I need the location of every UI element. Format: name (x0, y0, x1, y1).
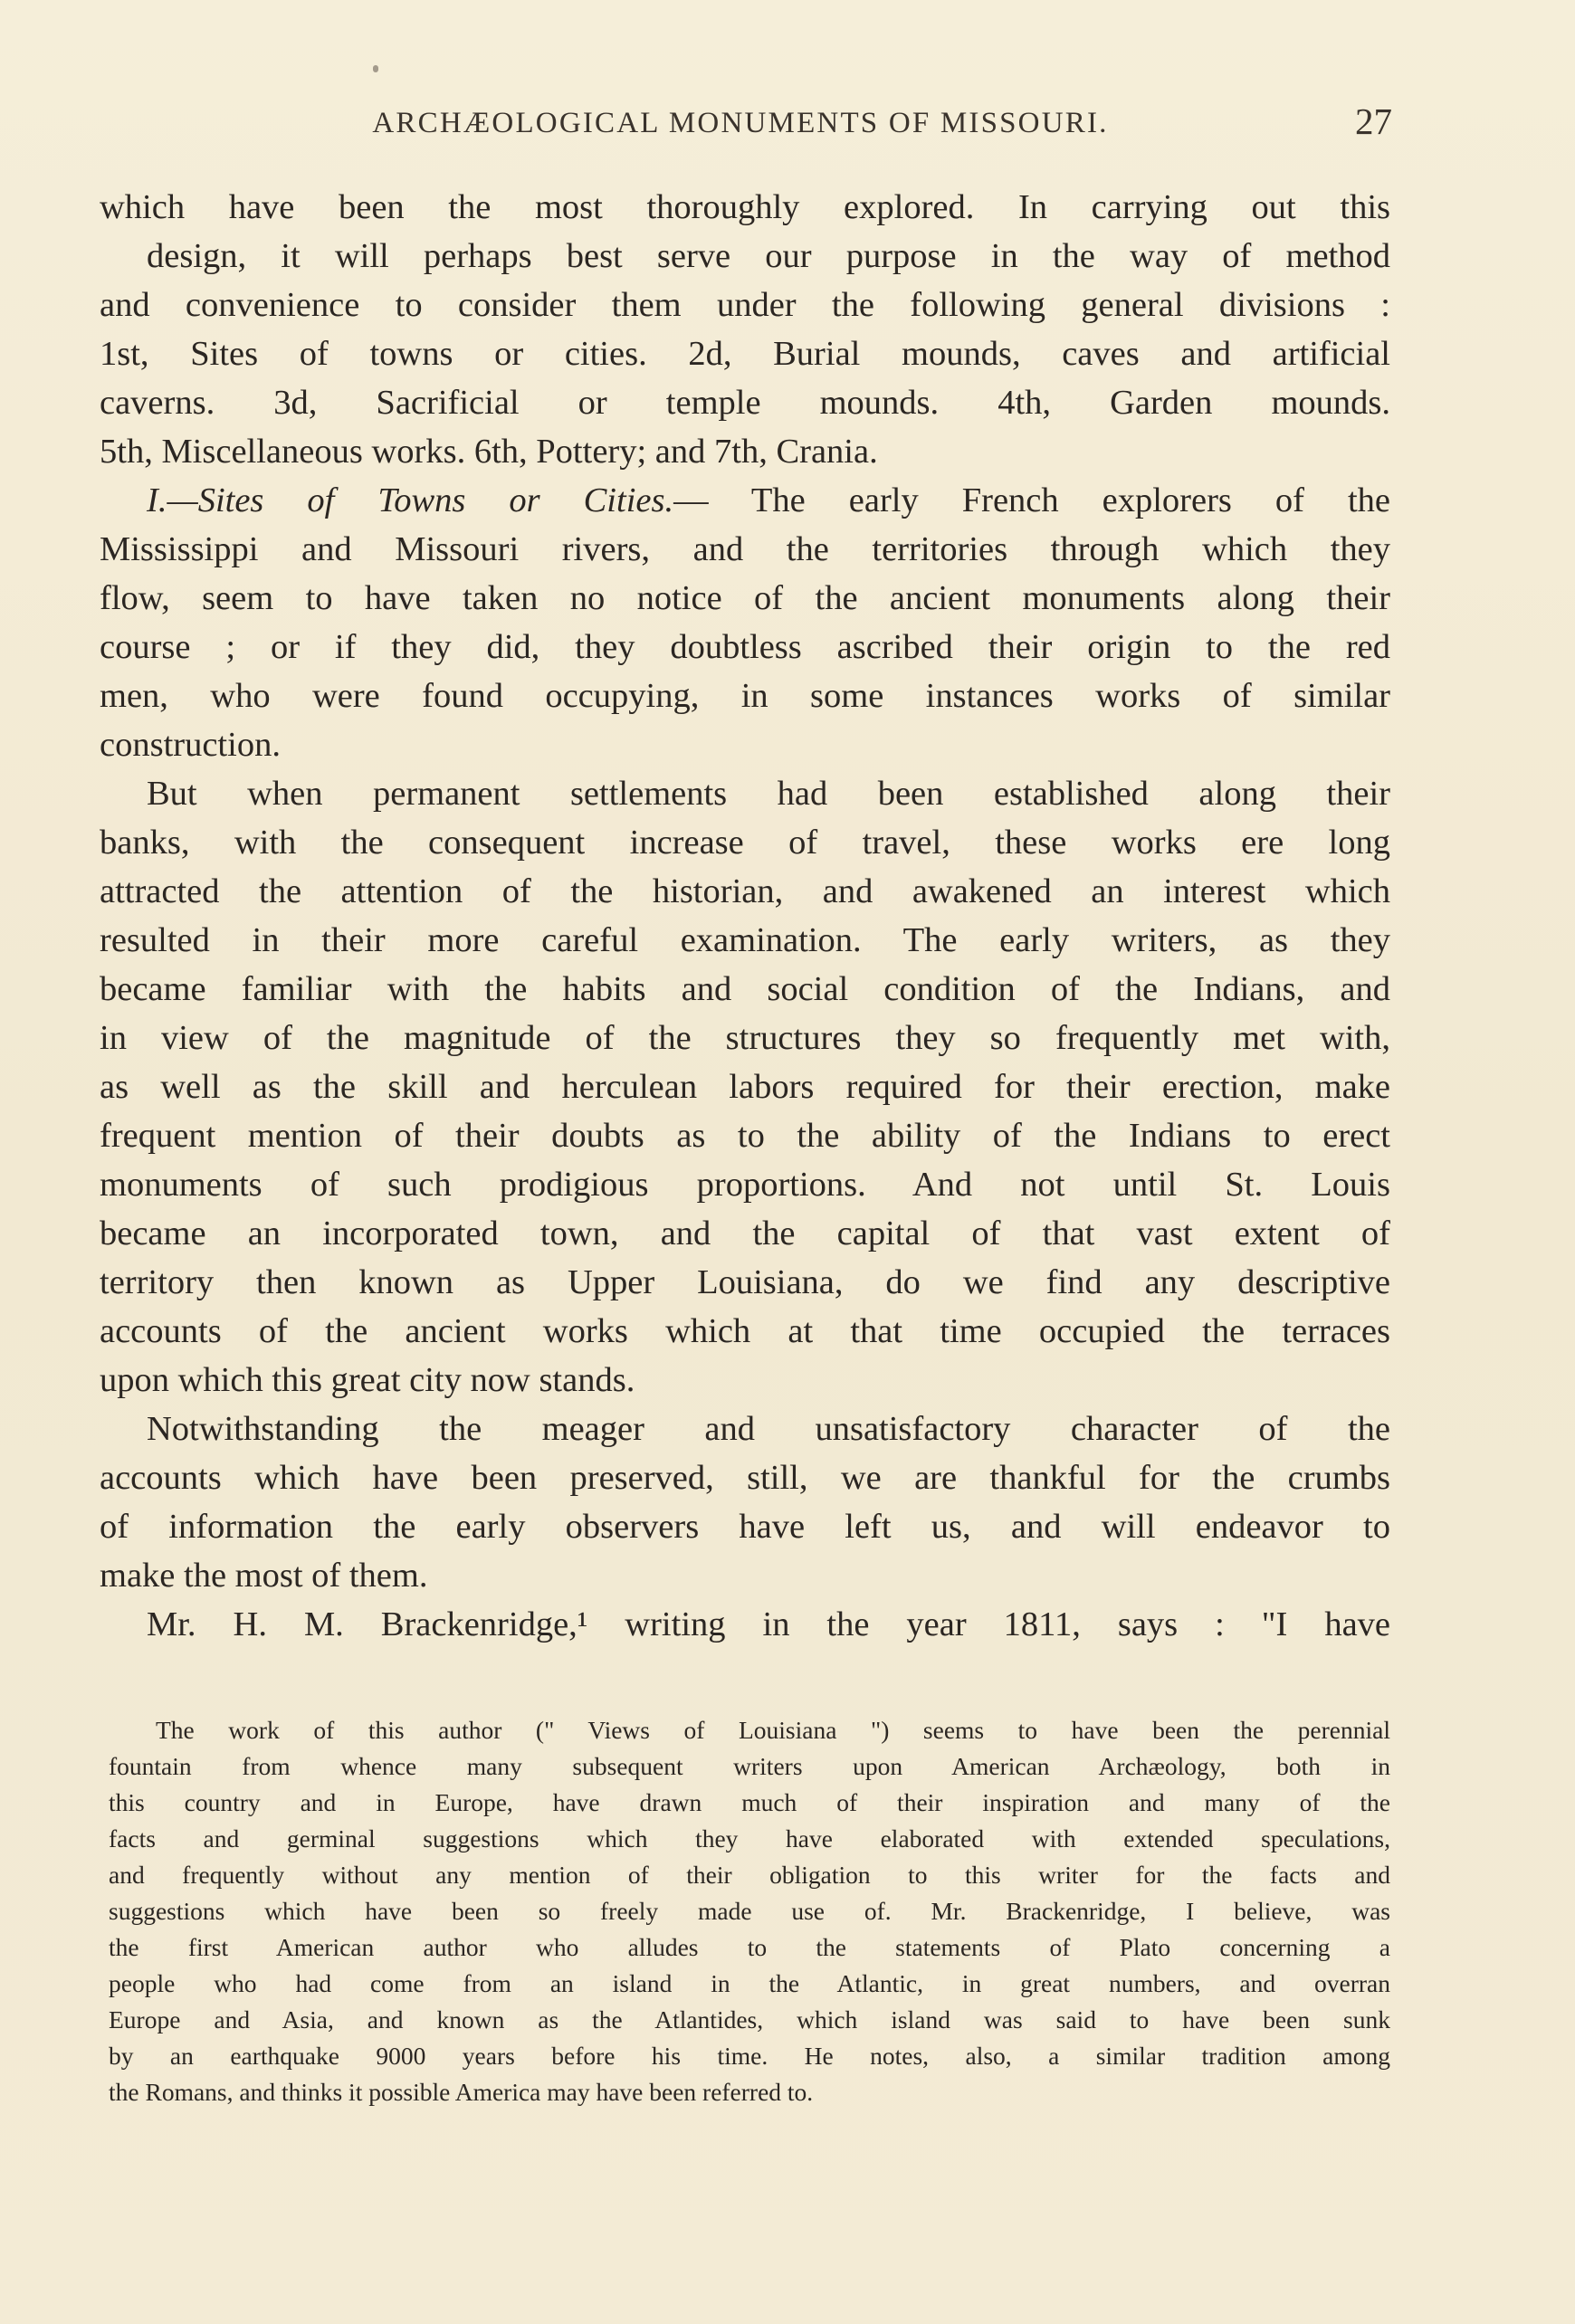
body-line: banks, with the consequent increase of travel, these works ere long (100, 824, 1390, 862)
body-line: But when permanent settlements had been established along their (147, 775, 1390, 813)
body-line: as well as the skill and herculean labors required for their erection, make (100, 1068, 1390, 1106)
footnote-line: this country and in Europe, have drawn much of their inspiration and many of the (109, 1788, 1390, 1816)
footnote-line: Europe and Asia, and known as the Atlantides, which island was said to have been sunk (109, 2005, 1390, 2034)
footnote-line: facts and germinal suggestions which they have elaborated with extended speculations, (109, 1824, 1390, 1853)
footnote-line: and frequently without any mention of their obligation to this writer for the facts and (109, 1861, 1390, 1889)
body-line: which have been the most thoroughly explored. In carrying out this (100, 188, 1390, 226)
section-title: Sites of Towns or Cities. (197, 481, 674, 519)
footnote-line: the Romans, and thinks it possible America may have been referred to. (109, 2078, 814, 2106)
section-numeral: I.— (147, 481, 198, 519)
body-line: frequent mention of their doubts as to the ability of the Indians to erect (100, 1117, 1390, 1155)
body-line: and convenience to consider them under the following general divisions : (100, 286, 1390, 324)
body-line: flow, seem to have taken no notice of the ancient monuments along their (100, 579, 1390, 617)
body-line: attracted the attention of the historian, and awakened an interest which (100, 872, 1390, 910)
body-line: became an incorporated town, and the capital of that vast extent of (100, 1214, 1390, 1252)
body-line: monuments of such prodigious proportions. And not until St. Louis (100, 1166, 1390, 1204)
body-line: men, who were found occupying, in some instances works of similar (100, 677, 1390, 715)
footnote-line: the first American author who alludes to the statements of Plato concerning a (109, 1933, 1390, 1961)
section-continuation: — The early French explorers of the (673, 481, 1390, 519)
running-head-title: ARCHÆOLOGICAL MONUMENTS OF MISSOURI. (372, 107, 1109, 139)
body-line: caverns. 3d, Sacrificial or temple mounds. 4th, Garden mounds. (100, 384, 1390, 422)
print-dot-mark (373, 65, 378, 72)
body-line: upon which this great city now stands. (100, 1361, 635, 1399)
body-line: 5th, Miscellaneous works. 6th, Pottery; and 7th, Crania. (100, 433, 878, 471)
page-number: 27 (1355, 100, 1392, 142)
body-line: of information the early observers have left us, and will endeavor to (100, 1508, 1390, 1546)
body-line: Notwithstanding the meager and unsatisfactory character of the (147, 1410, 1390, 1448)
footnote-line: by an earthquake 9000 years before his time. He notes, also, a similar tradition among (109, 2042, 1390, 2070)
body-line: Mississippi and Missouri rivers, and the territories through which they (100, 530, 1390, 568)
body-line: design, it will perhaps best serve our purpose in the way of method (147, 237, 1390, 275)
body-line: became familiar with the habits and social condition of the Indians, and (100, 970, 1390, 1008)
footnote-line: The work of this author (" Views of Louisiana ") seems to have been the perennial (156, 1716, 1390, 1744)
body-line: 1st, Sites of towns or cities. 2d, Burial mounds, caves and artificial (100, 335, 1390, 373)
section-heading-line (100, 476, 1390, 525)
footnote-line: fountain from whence many subsequent writers upon American Archæology, both in (109, 1752, 1390, 1780)
body-line: accounts of the ancient works which at that time occupied the terraces (100, 1312, 1390, 1350)
body-line: in view of the magnitude of the structures they so frequently met with, (100, 1019, 1390, 1057)
body-line: course ; or if they did, they doubtless ascribed their origin to the red (100, 628, 1390, 666)
footnote-line: people who had come from an island in the Atlantic, in great numbers, and overran (109, 1969, 1390, 1997)
body-line: Mr. H. M. Brackenridge,¹ writing in the year 1811, says : "I have (147, 1605, 1390, 1643)
body-line: make the most of them. (100, 1557, 428, 1595)
body-line: resulted in their more careful examination. The early writers, as they (100, 921, 1390, 959)
running-head (98, 100, 1392, 152)
footnote (109, 1712, 1390, 2110)
body-text (100, 183, 1390, 1649)
body-line: construction. (100, 726, 281, 764)
footnote-line: suggestions which have been so freely made use of. Mr. Brackenridge, I believe, was (109, 1897, 1390, 1925)
body-line: accounts which have been preserved, still, we are thankful for the crumbs (100, 1459, 1390, 1497)
body-line: territory then known as Upper Louisiana, do we find any descriptive (100, 1263, 1390, 1301)
